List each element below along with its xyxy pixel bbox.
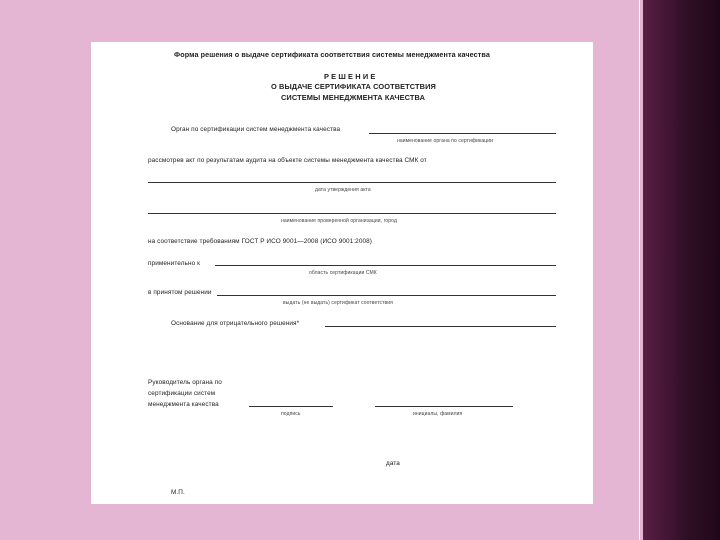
side-decor-panel <box>643 0 720 540</box>
stamp-label: М.П. <box>171 489 185 496</box>
organ-label: Орган по сертификации систем менеджмента качества <box>171 126 341 133</box>
form-title: Форма решения о выдаче сертификата соответствия системы менеджмента качества <box>174 50 490 59</box>
standard-text: на соответствие требованиям ГОСТ Р ИСО 9001—2008 (ИСО 9001:2008) <box>148 238 373 245</box>
scope-caption: область сертификации СМК <box>309 270 377 276</box>
act-date-line[interactable] <box>148 182 556 183</box>
decision-caption: выдать (не выдать) сертификат соответствия <box>283 300 393 306</box>
reason-field-line[interactable] <box>325 326 556 327</box>
signature-line[interactable] <box>249 406 333 407</box>
head-line1: Руководитель органа по <box>148 379 222 386</box>
organ-field-line[interactable] <box>369 133 556 134</box>
organ-caption: наименование органа по сертификации <box>397 138 494 144</box>
head-line2: сертификации систем <box>148 390 216 397</box>
decision-label: в принятом решении <box>148 289 212 296</box>
decision-field-line[interactable] <box>217 295 556 296</box>
date-label: дата <box>386 460 400 467</box>
org-field-line[interactable] <box>148 213 556 214</box>
head-line3: менеджмента качества <box>148 401 219 408</box>
side-divider-line <box>639 0 640 540</box>
heading-line3: СИСТЕМЫ МЕНЕДЖМЕНТА КАЧЕСТВА <box>281 93 426 102</box>
document-page <box>91 42 593 504</box>
applied-label: применительно к <box>148 260 201 267</box>
reason-label: Основание для отрицательного решения* <box>171 320 300 327</box>
reviewed-text: рассмотрев акт по результатам аудита на объекте системы менеджмента качества СМК от <box>148 157 427 164</box>
name-line[interactable] <box>375 406 513 407</box>
name-caption: инициалы, фамилия <box>413 411 463 417</box>
heading-line2: О ВЫДАЧЕ СЕРТИФИКАТА СООТВЕТСТВИЯ <box>271 82 436 91</box>
heading-line1: Р Е Ш Е Н И Е <box>324 72 376 81</box>
org-caption: наименование проверенной организации, город <box>281 218 397 224</box>
scope-field-line[interactable] <box>215 265 556 266</box>
date-caption: дата утверждения акта <box>315 187 371 193</box>
sign-caption: подпись <box>281 411 301 417</box>
